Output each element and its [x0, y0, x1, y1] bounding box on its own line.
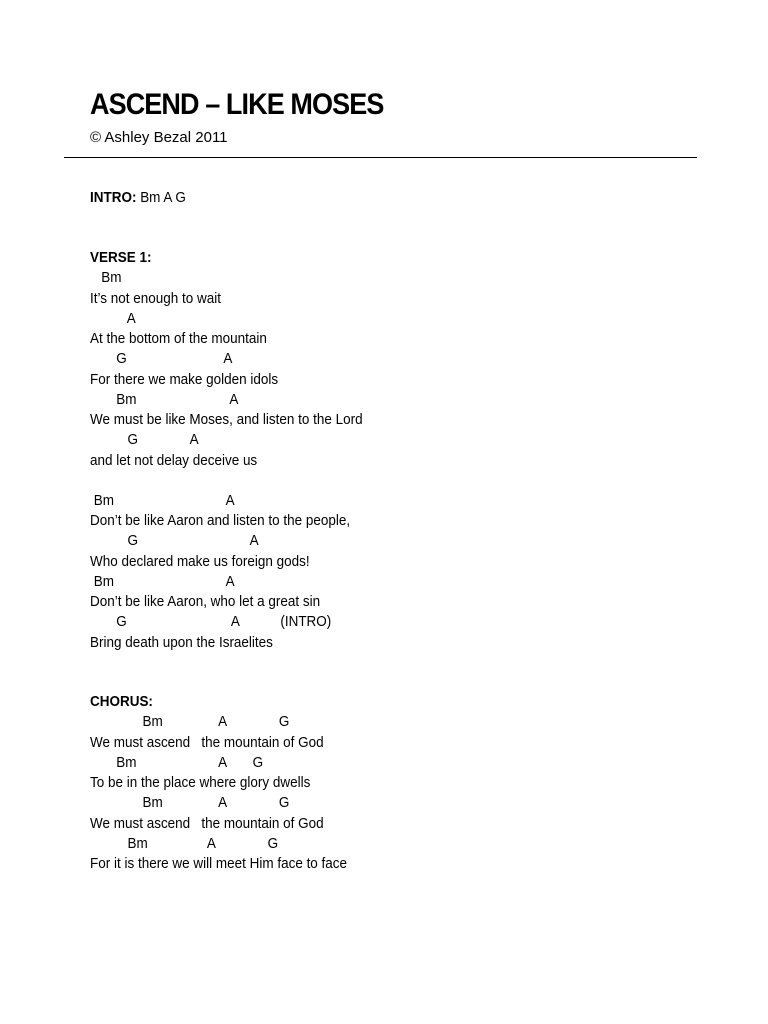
lyric-line: and let not delay deceive us: [90, 453, 258, 469]
chord-line: Bm A: [90, 392, 239, 408]
lyric-line: At the bottom of the mountain: [90, 331, 267, 347]
chorus-label: CHORUS:: [90, 694, 153, 710]
lyric-line: Don’t be like Aaron, who let a great sin: [90, 594, 321, 610]
chord-line: Bm A G: [90, 795, 290, 811]
chord-line: G A: [90, 533, 259, 549]
intro-line: [90, 188, 186, 208]
copyright-line: © Ashley Bezal 2011: [90, 129, 228, 146]
chord-line: Bm A G: [90, 714, 290, 730]
chord-line: A: [90, 311, 136, 327]
lyric-line: Don’t be like Aaron and listen to the people,: [90, 513, 351, 529]
lyric-line: For it is there we will meet Him face to face: [90, 856, 348, 872]
header-divider: [64, 157, 697, 158]
chord-line: G A: [90, 351, 233, 367]
lyric-line: Bring death upon the Israelites: [90, 635, 273, 651]
lyric-line: We must ascend the mountain of God: [90, 816, 324, 832]
chord-line: Bm A: [90, 574, 235, 590]
chord-line: G A: [90, 432, 199, 448]
lyric-line: We must ascend the mountain of God: [90, 735, 324, 751]
lyric-line: We must be like Moses, and listen to the Lord: [90, 412, 363, 428]
intro-chords: Bm A G: [136, 190, 186, 206]
verse1-label: VERSE 1:: [90, 250, 152, 266]
lyric-line: It’s not enough to wait: [90, 291, 221, 307]
lyric-line: Who declared make us foreign gods!: [90, 554, 310, 570]
intro-label: INTRO:: [90, 190, 137, 206]
lyric-line: For there we make golden idols: [90, 372, 279, 388]
chord-line: Bm A G: [90, 836, 279, 852]
song-title: ASCEND – LIKE MOSES: [90, 88, 384, 121]
chord-line: Bm A G: [90, 755, 264, 771]
chord-line: Bm: [90, 270, 122, 286]
chord-line: G A (INTRO): [90, 614, 332, 630]
lyric-line: To be in the place where glory dwells: [90, 775, 311, 791]
chord-line: Bm A: [90, 493, 235, 509]
